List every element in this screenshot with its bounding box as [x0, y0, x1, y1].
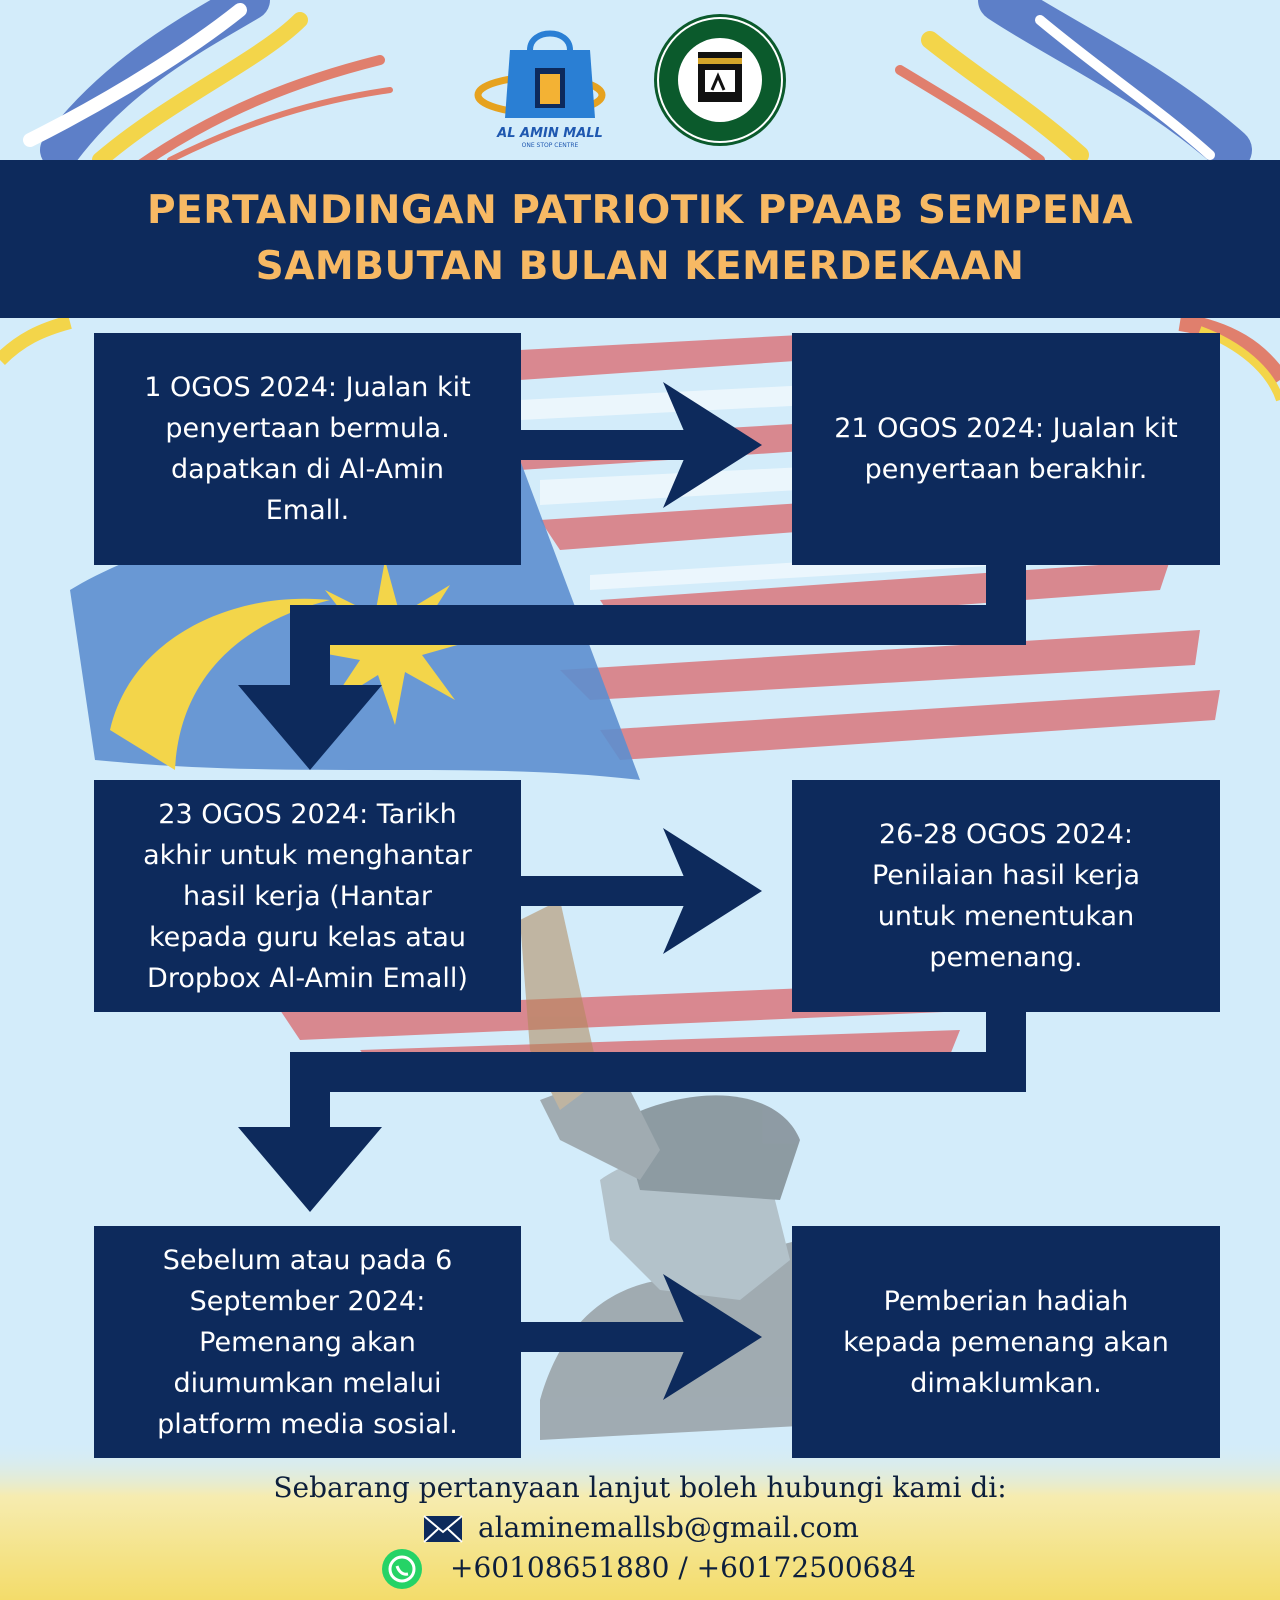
step-text-1: 1 OGOS 2024: Jualan kit penyertaan bermula. dapatkan di Al-Amin Emall.	[144, 372, 471, 526]
email-icon	[424, 1516, 462, 1542]
mall-logo-tagline: ONE STOP CENTRE	[521, 142, 579, 149]
step-text-6: Pemberian hadiah kepada pemenang akan dimaklumkan.	[843, 1285, 1169, 1399]
step-text-4: 26-28 OGOS 2024: Penilaian hasil kerja untuk menentukan pemenang.	[871, 819, 1141, 973]
mall-logo-name: AL AMIN MALL	[497, 126, 603, 141]
step-text-2: 21 OGOS 2024: Jualan kit penyertaan berakhir.	[834, 413, 1178, 485]
page-title-line-2: SAMBUTAN BULAN KEMERDEKAAN	[255, 244, 1025, 289]
contact-email[interactable]: alaminemallsb@gmail.com	[478, 1511, 859, 1544]
contact-phone[interactable]: +60108651880 / +60172500684	[450, 1551, 917, 1584]
contact-question: Sebarang pertanyaan lanjut boleh hubungi kami di:	[273, 1471, 1007, 1504]
step-text-3: 23 OGOS 2024: Tarikh akhir untuk menghantar hasil kerja (Hantar kepada guru kelas atau Dropbox Al-Amin Emall)	[143, 798, 472, 994]
step-text-5: Sebelum atau pada 6 September 2024: Pemenang akan diumumkan melalui platform media sosial.	[157, 1244, 458, 1440]
whatsapp-icon	[382, 1549, 422, 1589]
page-title-line-1: PERTANDINGAN PATRIOTIK PPAAB SEMPENA	[146, 188, 1134, 233]
